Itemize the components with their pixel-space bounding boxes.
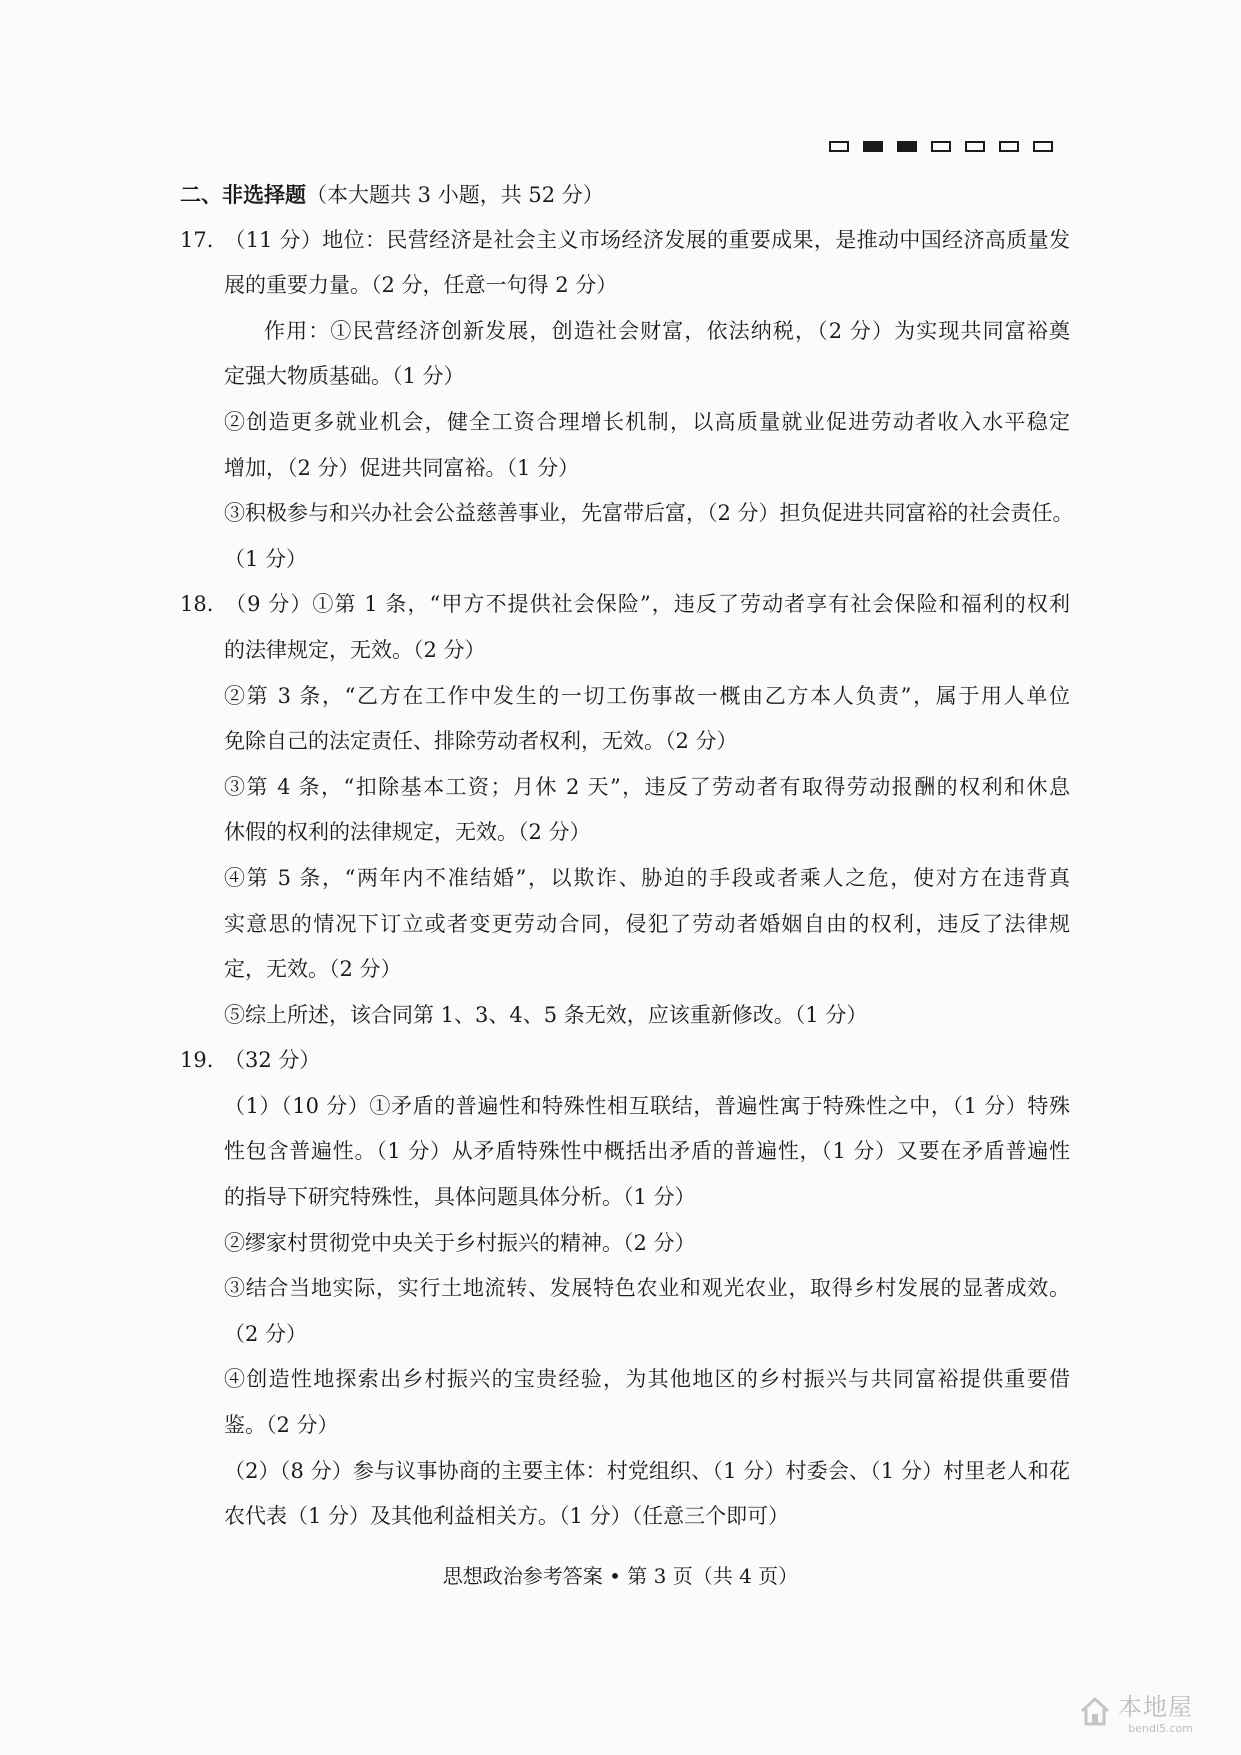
answer-text: 展的重要力量。（2 分，任意一句得 2 分） bbox=[224, 273, 618, 298]
answer-text: 农代表（1 分）及其他利益相关方。（1 分）（任意三个即可） bbox=[224, 1504, 790, 1529]
answer-content bbox=[180, 172, 1074, 1540]
position-mark bbox=[1033, 141, 1053, 152]
answer-text: ④创造性地探索出乡村振兴的宝贵经验，为其他地区的乡村振兴与共同富裕提供重要借 bbox=[224, 1367, 1070, 1392]
answer-text: 鉴。（2 分） bbox=[224, 1413, 339, 1438]
answer-text: （1）（10 分）①矛盾的普遍性和特殊性相互联结，普遍性寓于特殊性之中，（1 分）特殊 bbox=[224, 1093, 1070, 1118]
section-heading bbox=[180, 172, 1070, 218]
question-number: 17. bbox=[180, 227, 214, 252]
answer-line bbox=[180, 947, 1070, 993]
answer-line bbox=[180, 1129, 1070, 1175]
page-footer: 思想政治参考答案 • 第 3 页（共 4 页） bbox=[442, 1564, 799, 1588]
answer-line bbox=[180, 446, 1070, 492]
answer-text: 增加，（2 分）促进共同富裕。（1 分） bbox=[224, 455, 580, 480]
answer-line bbox=[180, 537, 1070, 583]
page-position-marks bbox=[829, 141, 1053, 152]
position-mark bbox=[931, 141, 951, 152]
position-mark bbox=[897, 141, 917, 152]
section-title: 二、非选择题 bbox=[180, 182, 306, 207]
question-number: 18. bbox=[180, 592, 214, 617]
answer-line bbox=[180, 674, 1070, 720]
answer-line bbox=[180, 810, 1070, 856]
answer-line bbox=[180, 1221, 1070, 1267]
answer-text: （2）（8 分）参与议事协商的主要主体：村党组织、（1 分）村委会、（1 分）村里老人和花 bbox=[224, 1458, 1070, 1483]
answer-text: 定强大物质基础。（1 分） bbox=[224, 364, 465, 389]
answer-line bbox=[180, 1357, 1070, 1403]
answer-line bbox=[180, 628, 1070, 674]
answer-text: （2 分） bbox=[224, 1321, 308, 1346]
answer-line bbox=[180, 719, 1070, 765]
answer-line bbox=[180, 856, 1070, 902]
answer-line bbox=[180, 1449, 1070, 1495]
answer-text: ②创造更多就业机会，健全工资合理增长机制，以高质量就业促进劳动者收入水平稳定 bbox=[224, 409, 1070, 434]
watermark bbox=[1078, 1687, 1193, 1735]
answer-line bbox=[180, 1266, 1070, 1312]
answer-line bbox=[180, 1403, 1070, 1449]
answer-line bbox=[180, 218, 1070, 264]
position-mark bbox=[829, 141, 849, 152]
question-number: 19. bbox=[180, 1048, 214, 1073]
answer-text: ⑤综上所述，该合同第 1、3、4、5 条无效，应该重新修改。（1 分） bbox=[224, 1002, 868, 1027]
answer-line bbox=[180, 1175, 1070, 1221]
answer-text: 作用：①民营经济创新发展，创造社会财富，依法纳税，（2 分）为实现共同富裕奠 bbox=[264, 318, 1070, 343]
answer-text: （32 分） bbox=[224, 1048, 321, 1073]
answer-text: 休假的权利的法律规定，无效。（2 分） bbox=[224, 820, 591, 845]
answer-text: 定，无效。（2 分） bbox=[224, 957, 402, 982]
answer-line bbox=[180, 309, 1070, 355]
answer-line bbox=[180, 263, 1070, 309]
position-mark bbox=[863, 141, 883, 152]
position-mark bbox=[999, 141, 1019, 152]
answer-text: 性包含普遍性。（1 分）从矛盾特殊性中概括出矛盾的普遍性，（1 分）又要在矛盾普遍性 bbox=[224, 1139, 1070, 1164]
answer-line bbox=[180, 400, 1070, 446]
answer-text: ④第 5 条，“两年内不准结婚”，以欺诈、胁迫的手段或者乘人之危，使对方在违背真 bbox=[224, 865, 1070, 890]
answer-line bbox=[180, 582, 1070, 628]
house-logo-icon bbox=[1078, 1694, 1112, 1728]
answer-line bbox=[180, 1084, 1070, 1130]
answer-text: 的指导下研究特殊性，具体问题具体分析。（1 分） bbox=[224, 1185, 696, 1210]
answer-text: ③结合当地实际，实行土地流转、发展特色农业和观光农业，取得乡村发展的显著成效。 bbox=[224, 1276, 1070, 1301]
answer-line bbox=[180, 491, 1074, 537]
answer-line bbox=[180, 765, 1070, 811]
answer-text: 实意思的情况下订立或者变更劳动合同，侵犯了劳动者婚姻自由的权利，违反了法律规 bbox=[224, 911, 1070, 936]
answer-line bbox=[180, 354, 1070, 400]
watermark-url: bendi5.com bbox=[1128, 1722, 1193, 1735]
answer-line bbox=[180, 1494, 1070, 1540]
answer-text: ③积极参与和兴办社会公益慈善事业，先富带后富，（2 分）担负促进共同富裕的社会责任。 bbox=[224, 501, 1074, 526]
answer-line bbox=[180, 902, 1070, 948]
position-mark bbox=[965, 141, 985, 152]
answer-text: 免除自己的法定责任、排除劳动者权利，无效。（2 分） bbox=[224, 729, 738, 754]
watermark-title: 本地屋 bbox=[1118, 1693, 1193, 1721]
answer-text: ②缪家村贯彻党中央关于乡村振兴的精神。（2 分） bbox=[224, 1230, 696, 1255]
answer-text: 的法律规定，无效。（2 分） bbox=[224, 637, 486, 662]
answer-line bbox=[180, 993, 1070, 1039]
answer-text: ③第 4 条，“扣除基本工资；月休 2 天”，违反了劳动者有取得劳动报酬的权利和休息 bbox=[224, 774, 1070, 799]
section-note: （本大题共 3 小题，共 52 分） bbox=[306, 183, 604, 207]
answer-text: ②第 3 条，“乙方在工作中发生的一切工伤事故一概由乙方本人负责”，属于用人单位 bbox=[224, 683, 1070, 708]
answer-text: （11 分）地位：民营经济是社会主义市场经济发展的重要成果，是推动中国经济高质量发 bbox=[224, 227, 1070, 252]
answer-text: （1 分） bbox=[224, 546, 308, 571]
answer-text: （9 分）①第 1 条，“甲方不提供社会保险”，违反了劳动者享有社会保险和福利的权利 bbox=[224, 592, 1070, 617]
answer-line bbox=[180, 1038, 1070, 1084]
answer-line bbox=[180, 1312, 1070, 1358]
